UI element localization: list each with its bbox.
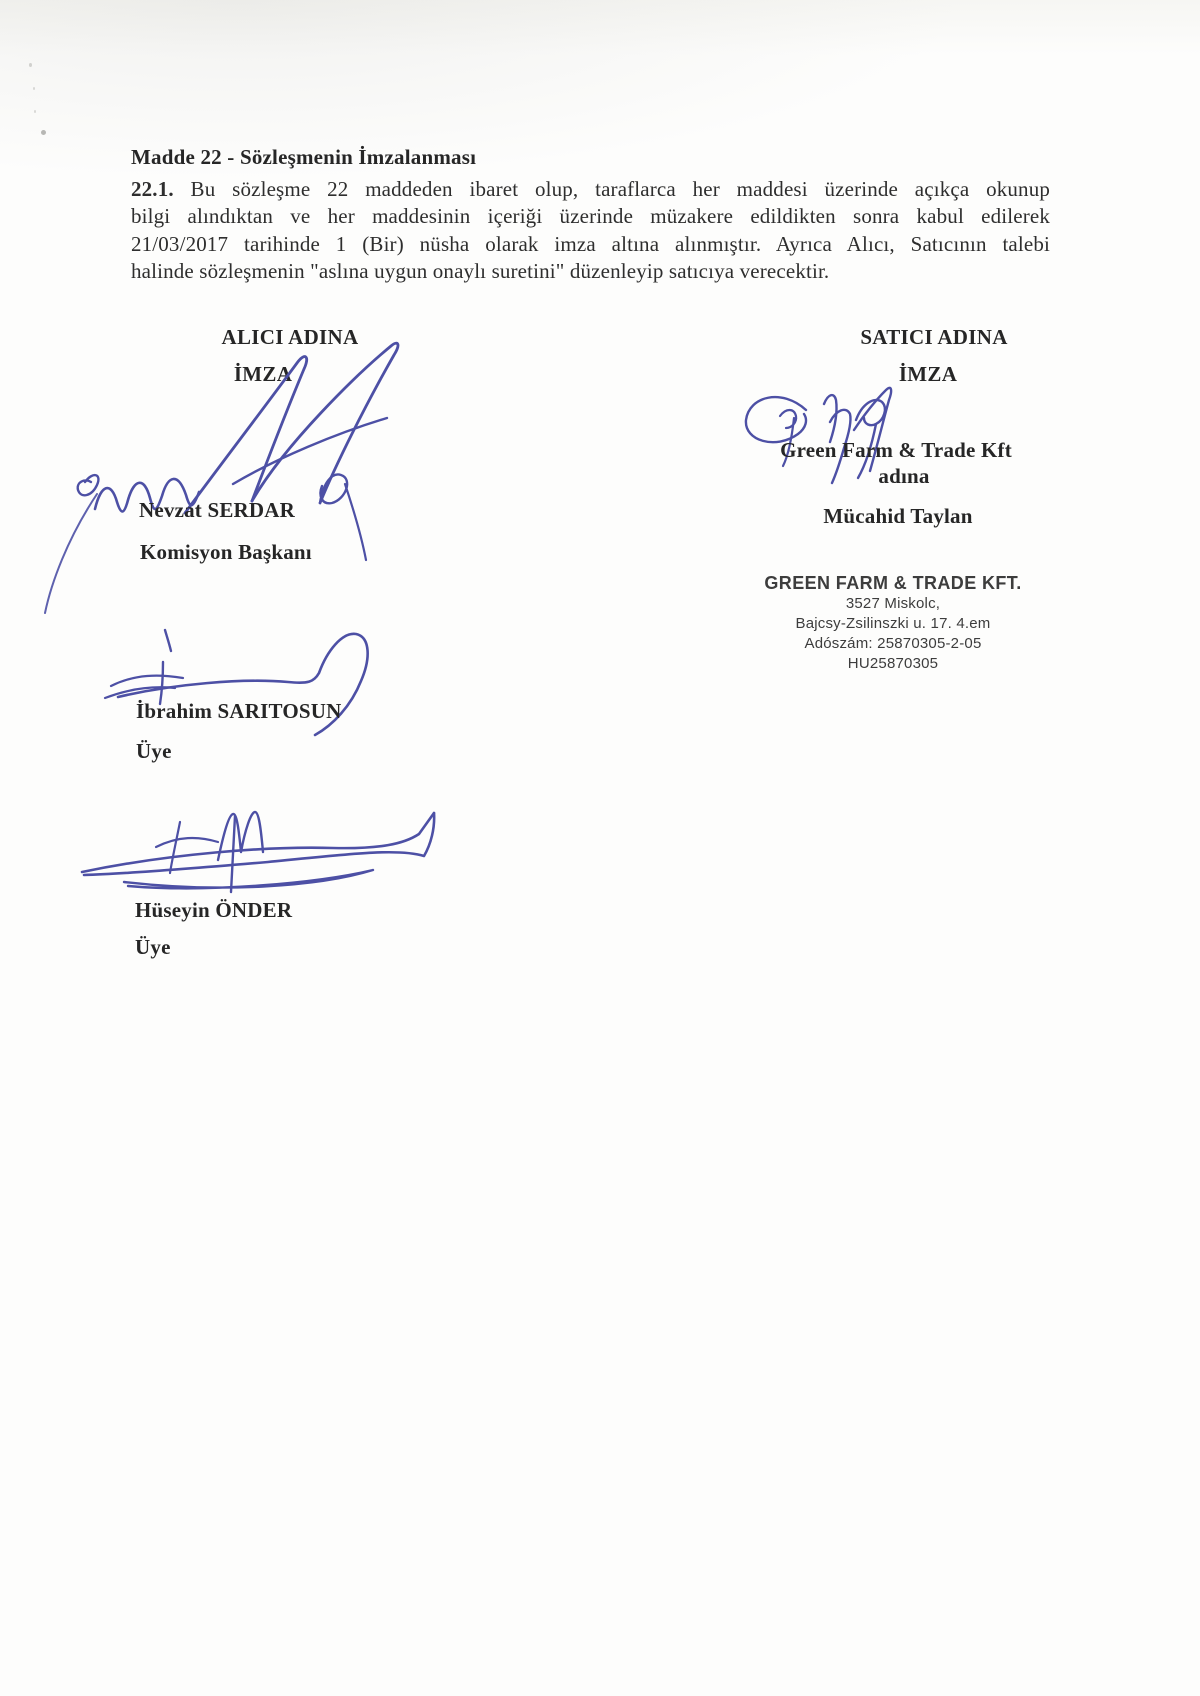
seller-column-header: SATICI ADINA [860, 325, 1008, 349]
buyer-signer-title: Üye [136, 739, 172, 763]
stamp-company-name: GREEN FARM & TRADE KFT. [764, 573, 1022, 593]
signature-nevzat-serdar [35, 332, 435, 620]
stamp-vat-number: HU25870305 [847, 655, 939, 672]
paragraph-line: 21/03/2017 tarihinde 1 (Bir) nüsha olarak imza altına alınmıştır. Ayrıca Alıcı, Satıcının talebi [131, 231, 1050, 256]
buyer-signer-name: Nevzat SERDAR [139, 498, 295, 522]
buyer-signature-label: İMZA [233, 362, 293, 386]
stamp-tax-number: Adószám: 25870305-2-05 [804, 635, 982, 652]
scan-speck [29, 63, 32, 67]
paragraph-text: Bu sözleşme 22 maddeden ibaret olup, taraflarca her maddesi üzerinde açıkça okunup [190, 177, 1050, 201]
paragraph-line: halinde sözleşmenin "aslına uygun onaylı suretini" düzenleyip satıcıya verecektir. [131, 259, 830, 284]
paragraph-line: bilgi alındıktan ve her maddesinin içeriği üzerinde müzakere edildikten sonra kabul edilerek [131, 204, 1050, 229]
section-heading: Madde 22 - Sözleşmenin İmzalanması [131, 145, 477, 169]
seller-company: Green Farm & Trade Kft [780, 438, 1012, 462]
seller-signature-label: İMZA [898, 362, 958, 386]
buyer-signer-title: Üye [135, 935, 171, 959]
signature-huseyin-onder [68, 802, 443, 904]
buyer-column-header: ALICI ADINA [221, 325, 359, 349]
company-stamp [728, 572, 1058, 674]
seller-signer-name: Mücahid Taylan [823, 504, 973, 528]
clause-number: 22.1. [131, 177, 174, 201]
seller-on-behalf: adına [878, 464, 930, 488]
scan-speck [41, 130, 46, 135]
buyer-signer-name: Hüseyin ÖNDER [135, 898, 293, 922]
stamp-street: Bajcsy-Zsilinszki u. 17. 4.em [795, 615, 991, 632]
scan-speck [33, 87, 35, 90]
stamp-city: 3527 Miskolc, [845, 595, 941, 612]
buyer-signer-name: İbrahim SARITOSUN [136, 699, 342, 723]
paragraph-line [131, 176, 1050, 203]
scan-speck [34, 110, 36, 113]
clause-paragraph [131, 176, 1050, 286]
buyer-signer-title: Komisyon Başkanı [140, 540, 312, 564]
